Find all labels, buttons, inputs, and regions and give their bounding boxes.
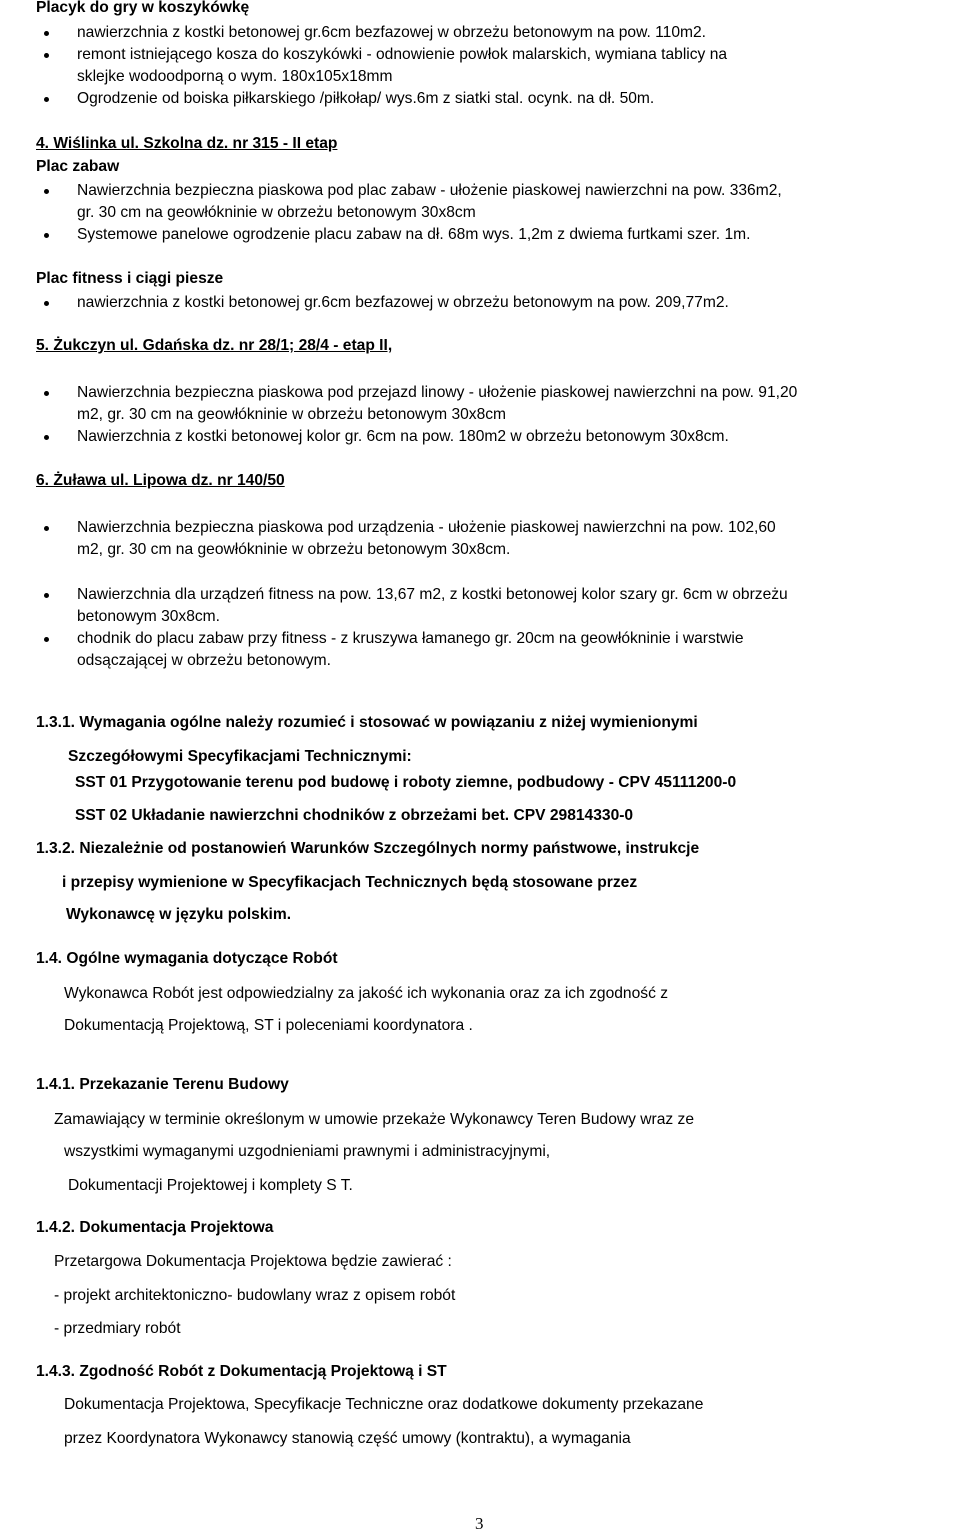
list-item-line: betonowym 30x8cm. xyxy=(77,608,221,625)
paragraph-line: Zamawiający w terminie określonym w umowie przekaże Wykonawcy Teren Budowy wraz ze xyxy=(54,1111,695,1128)
bullet-icon xyxy=(44,301,49,306)
bullet-icon xyxy=(44,593,49,598)
paragraph-line: Wykonawca Robót jest odpowiedzialny za jakość ich wykonania oraz za ich zgodność z xyxy=(64,985,668,1002)
bullet-icon xyxy=(44,233,49,238)
heading-1-3-2-continued: Wykonawcę w języku polskim. xyxy=(66,906,292,923)
heading-1-3-2-continued: i przepisy wymienione w Specyfikacjach Technicznych będą stosowane przez xyxy=(62,874,638,891)
list-item-line: remont istniejącego kosza do koszykówki - odnowienie powłok malarskich, wymiana tablicy na xyxy=(77,46,728,63)
heading-1-4: 1.4. Ogólne wymagania dotyczące Robót xyxy=(36,950,338,967)
list-item-line: Nawierzchnia bezpieczna piaskowa pod przejazd linowy - ułożenie piaskowej nawierzchni na pow. 91,20 xyxy=(77,384,798,401)
paragraph-line: wszystkimi wymaganymi uzgodnieniami prawnymi i administracyjnymi, xyxy=(64,1143,551,1160)
bullet-icon xyxy=(44,391,49,396)
paragraph-line: Dokumentacja Projektowa, Specyfikacje Techniczne oraz dodatkowe dokumenty przekazane xyxy=(64,1396,704,1413)
paragraph-line: przez Koordynatora Wykonawcy stanowią część umowy (kontraktu), a wymagania xyxy=(64,1430,631,1447)
subheading-plac-zabaw: Plac zabaw xyxy=(36,158,120,175)
paragraph-line: Dokumentacji Projektowej i komplety S T. xyxy=(68,1177,353,1194)
page-number: 3 xyxy=(475,1514,484,1533)
bullet-icon xyxy=(44,31,49,36)
heading-1-4-1: 1.4.1. Przekazanie Terenu Budowy xyxy=(36,1076,289,1093)
bullet-icon xyxy=(44,526,49,531)
list-item-line: Nawierzchnia z kostki betonowej kolor gr. 6cm na pow. 180m2 w obrzeżu betonowym 30x8cm. xyxy=(77,428,729,445)
list-item-line: nawierzchnia z kostki betonowej gr.6cm bezfazowej w obrzeżu betonowym na pow. 209,77m2. xyxy=(77,294,729,311)
paragraph-line: - przedmiary robót xyxy=(54,1320,181,1337)
list-item-line: nawierzchnia z kostki betonowej gr.6cm bezfazowej w obrzeżu betonowym na pow. 110m2. xyxy=(77,24,706,41)
list-item-line: m2, gr. 30 cm na geowłókninie w obrzeżu betonowym 30x8cm xyxy=(77,406,507,423)
list-item-line: gr. 30 cm na geowłókninie w obrzeżu betonowym 30x8cm xyxy=(77,204,476,221)
paragraph-line: Przetargowa Dokumentacja Projektowa będzie zawierać : xyxy=(54,1253,452,1270)
subheading-plac-fitness: Plac fitness i ciągi piesze xyxy=(36,270,224,287)
section-title-placyk: Placyk do gry w koszykówkę xyxy=(36,0,250,16)
list-item-line: chodnik do placu zabaw przy fitness - z kruszywa łamanego gr. 20cm na geowłókninie i warstwie xyxy=(77,630,744,647)
paragraph-line: Dokumentacją Projektową, ST i poleceniami koordynatora . xyxy=(64,1017,473,1034)
section-heading-6: 6. Żuława ul. Lipowa dz. nr 140/50 xyxy=(36,472,285,489)
bullet-icon xyxy=(44,97,49,102)
list-item-line: Ogrodzenie od boiska piłkarskiego /piłkołap/ wys.6m z siatki stal. ocynk. na dł. 50m. xyxy=(77,90,655,107)
list-item-line: Nawierzchnia dla urządzeń fitness na pow. 13,67 m2, z kostki betonowej kolor szary gr. 6cm w obrzeżu xyxy=(77,586,788,603)
bullet-icon xyxy=(44,637,49,642)
bullet-icon xyxy=(44,435,49,440)
bullet-icon xyxy=(44,53,49,58)
list-item-line: sklejke wodoodporną o wym. 180x105x18mm xyxy=(77,68,393,85)
heading-1-4-3: 1.4.3. Zgodność Robót z Dokumentacją Projektową i ST xyxy=(36,1363,447,1380)
list-item-line: Systemowe panelowe ogrodzenie placu zabaw na dł. 68m wys. 1,2m z dwiema furtkami szer. 1m. xyxy=(77,226,751,243)
list-item-line: odsączającej w obrzeżu betonowym. xyxy=(77,652,331,669)
heading-1-3-2: 1.3.2. Niezależnie od postanowień Warunków Szczególnych normy państwowe, instrukcje xyxy=(36,840,700,857)
heading-1-3-1: 1.3.1. Wymagania ogólne należy rozumieć i stosować w powiązaniu z niżej wymienionymi xyxy=(36,714,698,731)
paragraph-line: - projekt architektoniczno- budowlany wraz z opisem robót xyxy=(54,1287,456,1304)
list-item-line: m2, gr. 30 cm na geowłókninie w obrzeżu betonowym 30x8cm. xyxy=(77,541,511,558)
sst-02: SST 02 Układanie nawierzchni chodników z obrzeżami bet. CPV 29814330-0 xyxy=(75,807,634,824)
section-heading-5: 5. Żukczyn ul. Gdańska dz. nr 28/1; 28/4 - etap II, xyxy=(36,337,393,354)
list-item-line: Nawierzchnia bezpieczna piaskowa pod urządzenia - ułożenie piaskowej nawierzchni na pow. 102,60 xyxy=(77,519,776,536)
bullet-icon xyxy=(44,189,49,194)
list-item-line: Nawierzchnia bezpieczna piaskowa pod plac zabaw - ułożenie piaskowej nawierzchni na pow. 336m2, xyxy=(77,182,782,199)
heading-1-3-1-continued: Szczegółowymi Specyfikacjami Technicznymi: xyxy=(68,748,412,765)
sst-01: SST 01 Przygotowanie terenu pod budowę i roboty ziemne, podbudowy - CPV 45111200-0 xyxy=(75,774,737,791)
heading-1-4-2: 1.4.2. Dokumentacja Projektowa xyxy=(36,1219,274,1236)
section-heading-4: 4. Wiślinka ul. Szkolna dz. nr 315 - II etap xyxy=(36,135,338,152)
